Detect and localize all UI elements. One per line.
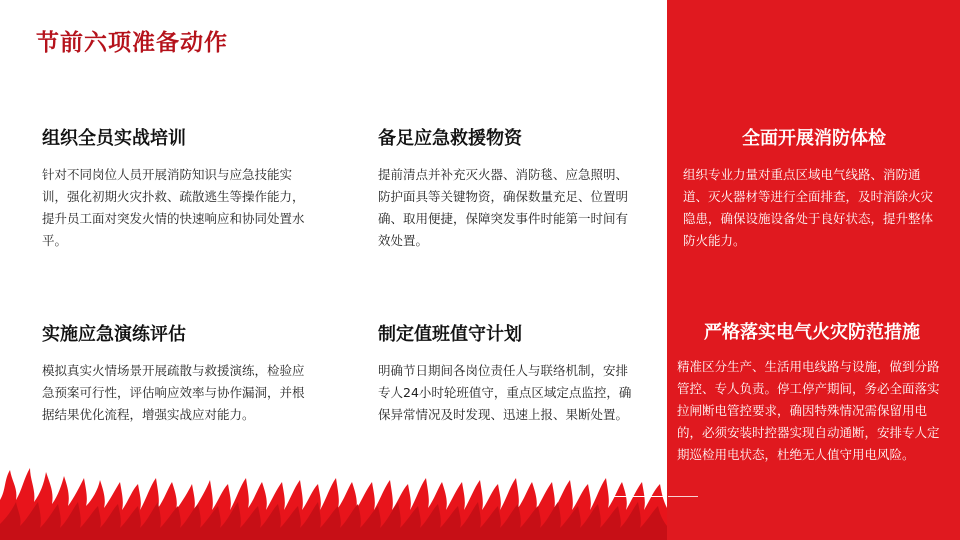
- card-electrical: [677, 318, 947, 466]
- card-body: 明确节日期间各岗位责任人与联络机制，安排专人24小时轮班值守，重点区域定点监控，确保异常情况及时发现、迅速上报、果断处置。: [378, 363, 632, 422]
- card-heading: 制定值班值守计划: [378, 324, 522, 345]
- card-body: 模拟真实火情场景开展疏散与救援演练，检验应急预案可行性，评估响应效率与协作漏洞，并根据结果优化流程，增强实战应对能力。: [42, 363, 305, 422]
- card-heading: 实施应急演练评估: [42, 324, 186, 345]
- card-body: 针对不同岗位人员开展消防知识与应急技能实训，强化初期火灾扑救、疏散逃生等操作能力，提升员工面对突发火情的快速响应和协同处置水平。: [42, 167, 305, 248]
- page-title: 节前六项准备动作: [36, 30, 228, 56]
- card-body: 提前清点并补充灭火器、消防毯、应急照明、防护面具等关键物资，确保数量充足、位置明确、取用便捷，保障突发事件时能第一时间有效处置。: [378, 167, 629, 248]
- card-duty-plan: [378, 320, 640, 426]
- card-heading: 组织全员实战培训: [42, 128, 186, 149]
- card-body: 精准区分生产、生活用电线路与设施，做到分路管控、专人负责。停工停产期间，务必全面落实拉闸断电管控要求，确因特殊情况需保留用电的，必须安装时控器实现自动通断，安排专人定期巡检用电状态，杜绝无人值守用电风险。: [677, 359, 940, 462]
- flames-decoration: [0, 440, 667, 540]
- card-heading: 严格落实电气火灾防范措施: [704, 322, 920, 343]
- card-training: [42, 124, 310, 252]
- card-body: 组织专业力量对重点区域电气线路、消防通道、灭火器材等进行全面排查，及时消除火灾隐患，确保设施设备处于良好状态，提升整体防火能力。: [683, 167, 934, 248]
- card-inspection: [683, 124, 945, 252]
- decorative-line: [614, 496, 666, 497]
- card-heading: 备足应急救援物资: [378, 128, 522, 149]
- card-heading: 全面开展消防体检: [742, 128, 886, 149]
- decorative-line: [668, 496, 698, 497]
- card-drill: [42, 320, 310, 426]
- card-supplies: [378, 124, 640, 252]
